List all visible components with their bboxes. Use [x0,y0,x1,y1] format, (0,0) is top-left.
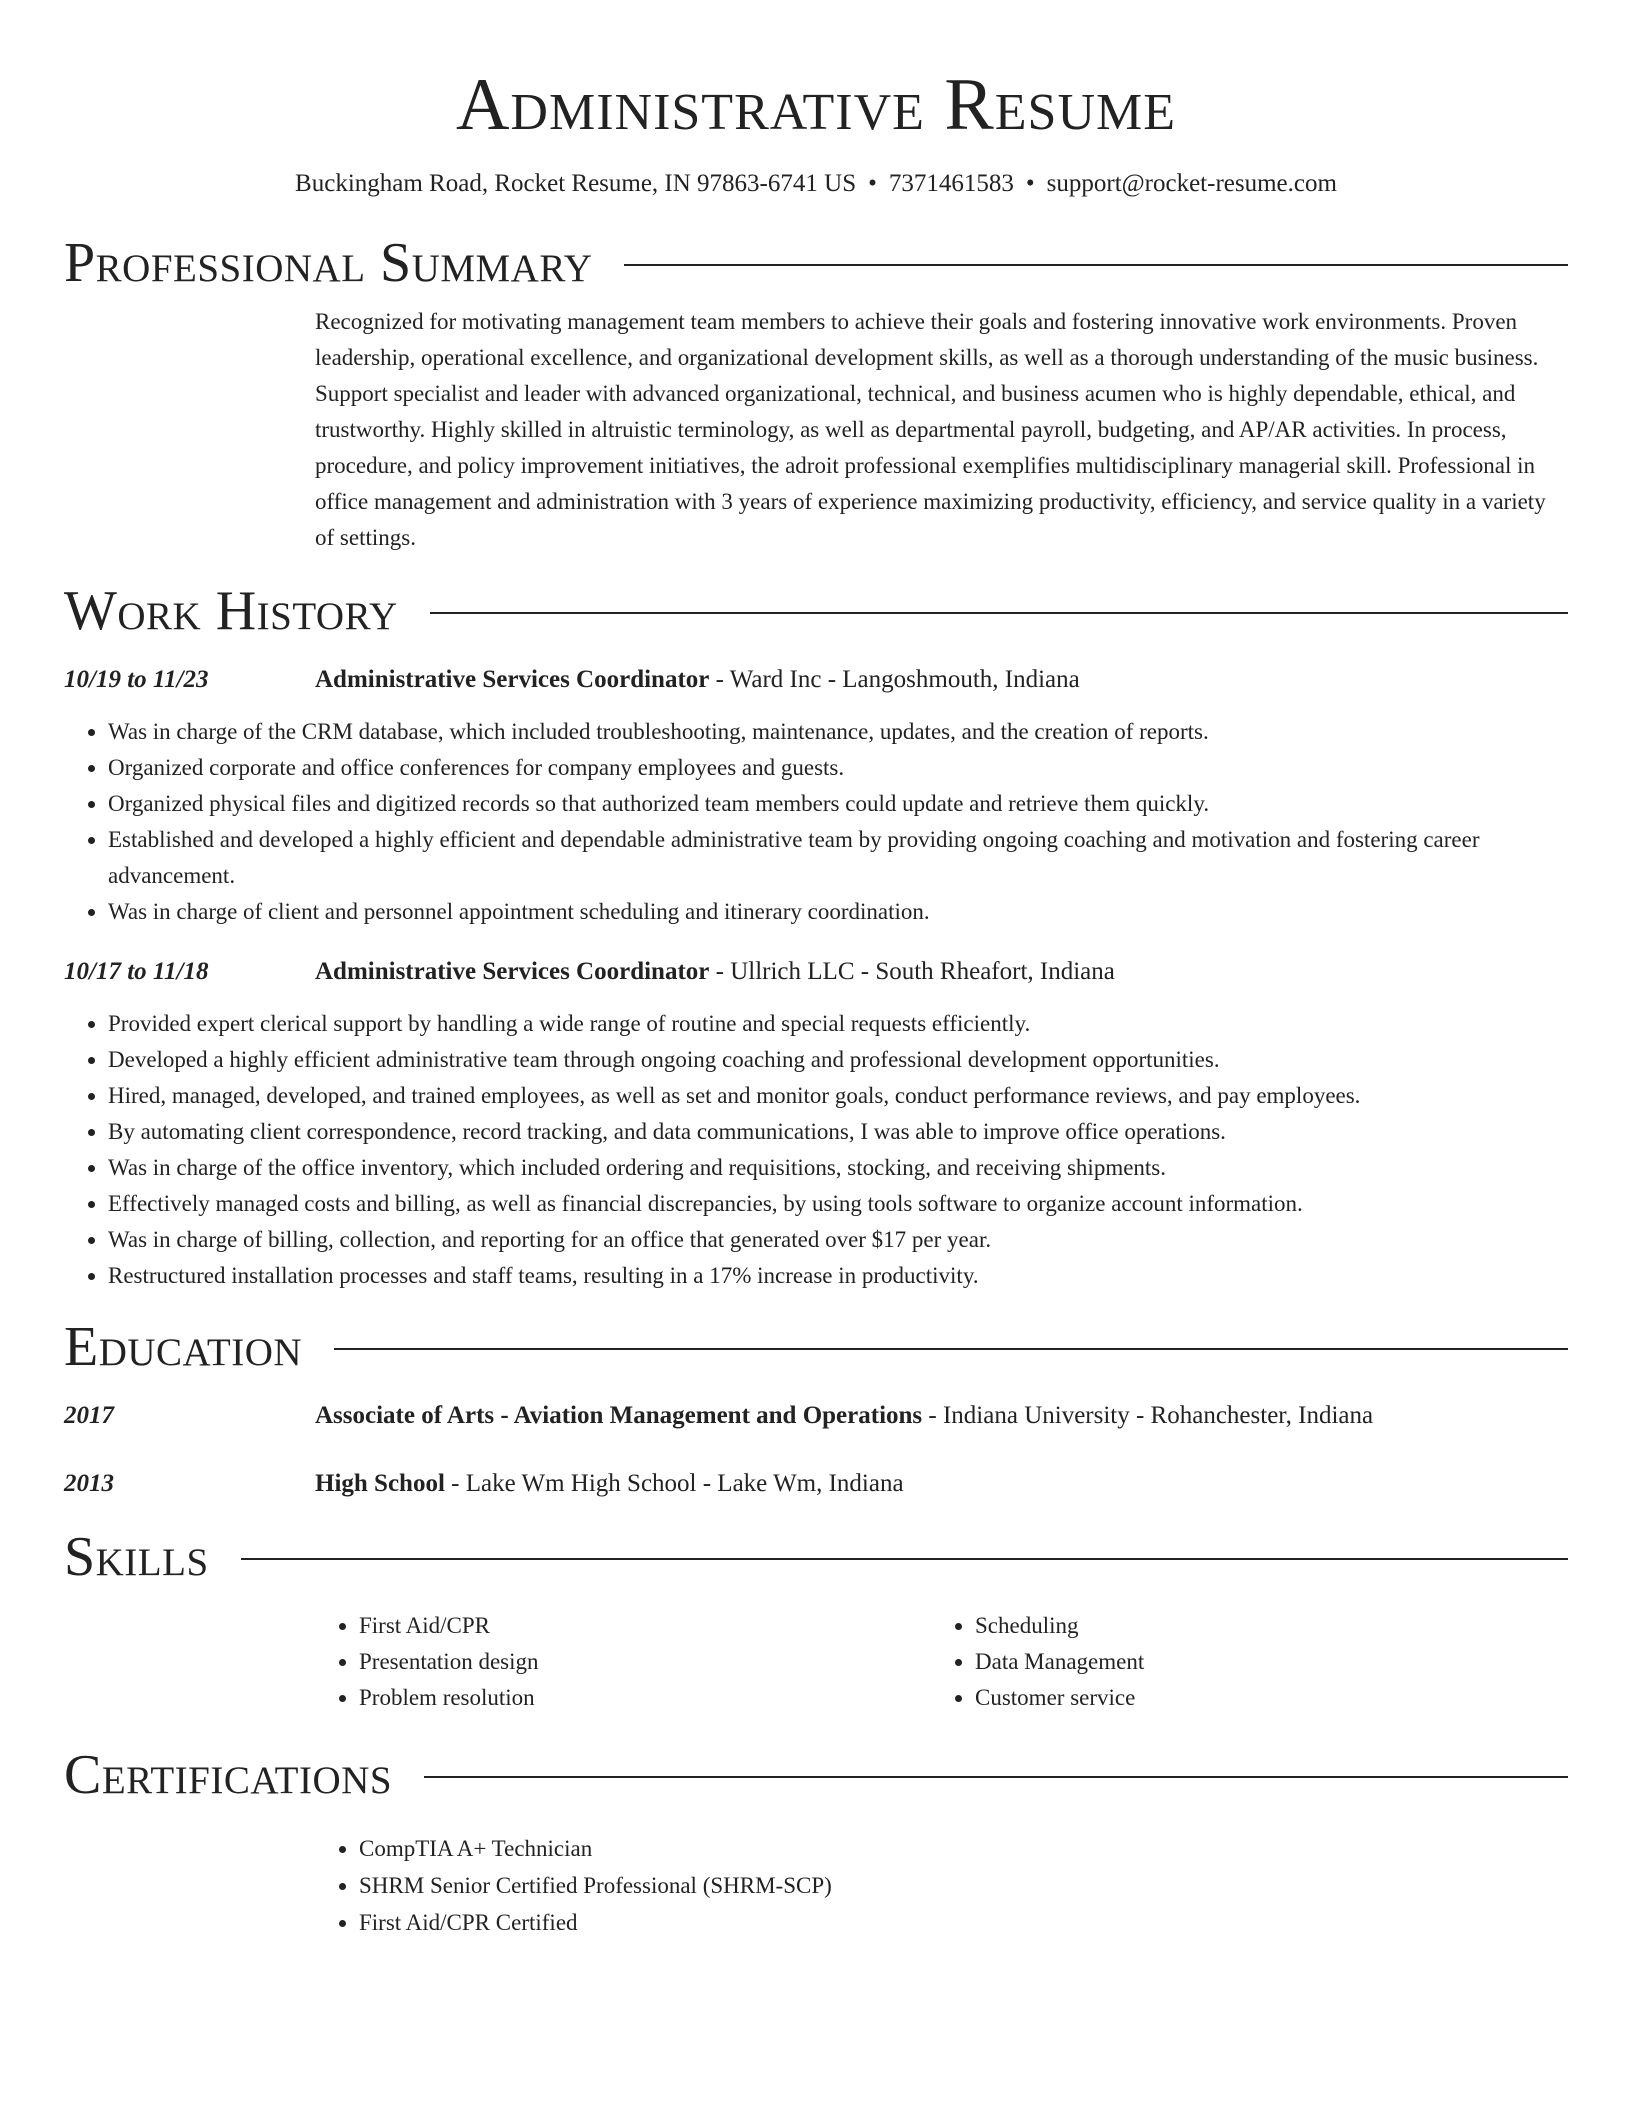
contact-separator: • [868,170,877,197]
job-title-line [315,954,1115,990]
education-school: - Indiana University - Rohanchester, Indiana [922,1402,1374,1429]
job-bullets [64,1006,1568,1294]
certifications-list [315,1830,1568,1941]
job-company: - Ullrich LLC - South Rheafort, Indiana [709,958,1115,985]
list-item: • Data Management [975,1644,1547,1680]
job-entry [64,954,1568,1294]
list-item: • Problem resolution [359,1680,931,1716]
list-item: • Organized corporate and office conferences for company employees and guests. [108,750,1568,786]
contact-separator: • [1025,170,1035,197]
list-item: • Customer service [975,1680,1547,1716]
list-item: • Was in charge of the office inventory, which included ordering and requisitions, stocking, and receiving shipments. [108,1150,1568,1186]
job-header [64,662,1568,698]
section-divider [241,1558,1568,1560]
education-degree: Associate of Arts - Aviation Management and Operations [315,1402,923,1429]
certifications-items [315,1830,1568,1941]
skills-column-right [931,1608,1547,1716]
education-school: - Lake Wm High School - Lake Wm, Indiana [444,1470,904,1497]
education-section-header [64,1314,1568,1380]
work-history-list [64,662,1568,1294]
job-dates: 10/17 to 11/18 [64,958,209,985]
certifications-section-header [64,1742,1568,1808]
list-item: • Developed a highly efficient administrative team through ongoing coaching and professional development opportunities. [108,1042,1568,1078]
list-item: • CompTIA A+ Technician [359,1830,1568,1867]
list-item: • Scheduling [975,1608,1547,1644]
job-company: - Ward Inc - Langoshmouth, Indiana [709,666,1080,693]
section-divider [334,1348,1568,1350]
list-item: • SHRM Senior Certified Professional (SHRM-SCP) [359,1867,1568,1904]
list-item: • First Aid/CPR [359,1608,931,1644]
work-section-header [64,578,1568,644]
contact-email: support@rocket-resume.com [1046,170,1337,197]
section-divider [430,612,1568,614]
list-item: • Was in charge of billing, collection, and reporting for an office that generated over $17 per year. [108,1222,1568,1258]
job-role: Administrative Services Coordinator [315,666,710,693]
job-entry [64,662,1568,930]
list-item: • First Aid/CPR Certified [359,1904,1568,1941]
section-divider [424,1776,1568,1778]
contact-address: Buckingham Road, Rocket Resume, IN 97863-6741 US [295,170,857,197]
job-title-line [315,662,1080,698]
education-section-title: Education [64,1316,303,1378]
education-entry [64,1466,1568,1502]
list-item: • By automating client correspondence, record tracking, and data communications, I was able to improve office operations. [108,1114,1568,1150]
skills-column-left [315,1608,931,1716]
skills-section-header [64,1524,1568,1590]
education-degree: High School [315,1470,445,1497]
certifications-section-title: Certifications [64,1744,393,1806]
education-line [315,1466,904,1502]
list-item: • Was in charge of the CRM database, which included troubleshooting, maintenance, updates, and the creation of reports. [108,714,1568,750]
summary-section-title: Professional Summary [64,232,593,294]
summary-section-header [64,230,1568,296]
job-role: Administrative Services Coordinator [315,958,710,985]
section-divider [624,264,1568,266]
job-dates: 10/19 to 11/23 [64,666,209,693]
list-item: • Presentation design [359,1644,931,1680]
resume-page [64,0,1568,1941]
list-item: • Was in charge of client and personnel appointment scheduling and itinerary coordination. [108,894,1568,930]
work-section-title: Work History [64,580,398,642]
skills-section-title: Skills [64,1526,209,1588]
list-item: • Organized physical files and digitized records so that authorized team members could update and retrieve them quickly. [108,786,1568,822]
education-line [315,1398,1373,1434]
contact-line [64,168,1568,200]
summary-text: Recognized for motivating management team members to achieve their goals and fostering innovative work environments. Proven leadership, operational excellence, and organizational development skills, as well as a thorough understanding of the music business. Support specialist and leader with advanced organizational, technical, and business acumen who is highly dependable, ethical, and trustworthy. Highly skilled in altruistic terminology, as well as departmental payroll, budgeting, and AP/AR activities. In process, procedure, and policy improvement initiatives, the adroit professional exemplifies multidisciplinary managerial skill. Professional in office management and administration with 3 years of experience maximizing productivity, efficiency, and service quality in a variety of settings. [315,309,1546,550]
job-header [64,954,1568,990]
contact-phone: 7371461583 [888,170,1014,197]
skills-list [315,1608,1568,1716]
list-item: • Restructured installation processes and staff teams, resulting in a 17% increase in productivity. [108,1258,1568,1294]
list-item: • Established and developed a highly efficient and dependable administrative team by providing ongoing coaching and motivation and fostering career advancement. [108,822,1568,894]
resume-name: Administrative Resume [455,64,1177,146]
job-bullets [64,714,1568,930]
list-item: • Provided expert clerical support by handling a wide range of routine and special requests efficiently. [108,1006,1568,1042]
list-item: • Effectively managed costs and billing, as well as financial discrepancies, by using tools software to organize account information. [108,1186,1568,1222]
education-year: 2013 [64,1470,114,1497]
list-item: • Hired, managed, developed, and trained employees, as well as set and monitor goals, conduct performance reviews, and pay employees. [108,1078,1568,1114]
education-year: 2017 [64,1402,114,1429]
education-entry [64,1398,1568,1434]
